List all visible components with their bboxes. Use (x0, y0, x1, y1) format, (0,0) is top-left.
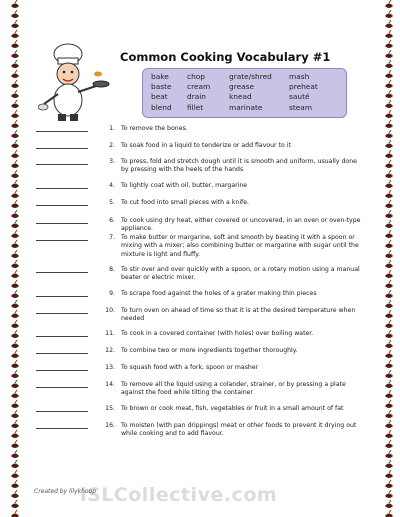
question-number: 1. (109, 125, 115, 132)
question-text: To scrape food against the holes of a grater making thin pieces (121, 290, 317, 297)
question-number: 16. (105, 422, 115, 429)
question-text: To lightly coat with oil, butter, margarine (121, 182, 248, 189)
answer-blank[interactable] (36, 411, 88, 412)
answer-blank[interactable] (36, 296, 88, 297)
question-text: To press, fold and stretch dough until it is smooth and uniform, usually done by pressing with the heels of the hands (121, 158, 357, 174)
chef-illustration (38, 42, 116, 122)
vocab-word: fillet (187, 102, 204, 112)
answer-blank[interactable] (36, 188, 88, 189)
answer-blank[interactable] (36, 240, 88, 241)
vocab-word: preheat (289, 82, 318, 92)
left-ornament-border (3, 0, 23, 517)
vocab-word: grate/shred (229, 72, 272, 81)
credit-line: Created by lilykhoop (34, 488, 97, 495)
question-number: 8. (109, 266, 115, 273)
vocab-word: blend (151, 102, 172, 112)
vocab-word: baste (151, 82, 172, 92)
answer-blank[interactable] (36, 223, 88, 224)
vocabulary-word-box (142, 68, 347, 118)
answer-blank[interactable] (36, 205, 88, 206)
answer-blank[interactable] (36, 336, 88, 337)
question-text: To soak food in a liquid to tenderize or add flavour to it (121, 142, 291, 149)
answer-blank[interactable] (36, 428, 88, 429)
question-text: To remove all the liquid using a colander, strainer, or by pressing a plate against the food while tilting the container (121, 381, 346, 397)
question-number: 11. (105, 330, 115, 337)
vocab-word: drain (187, 92, 206, 102)
worksheet-title: Common Cooking Vocabulary #1 (120, 50, 331, 64)
question-text: To cut food into small pieces with a knife. (121, 199, 249, 206)
vocab-word: steam (289, 102, 313, 112)
answer-blank[interactable] (36, 313, 88, 314)
question-number: 12. (105, 347, 115, 354)
vocab-word: sauté (289, 92, 310, 102)
question-text: To combine two or more ingredients together thoroughly. (121, 347, 298, 354)
question-number: 7. (109, 234, 115, 241)
question-text: To cook using dry heat, either covered or uncovered, in an oven or oven-type appliance. (121, 217, 361, 233)
answer-blank[interactable] (36, 370, 88, 371)
question-text: To remove the bones. (121, 125, 188, 132)
vocab-word: chop (187, 72, 205, 81)
question-number: 5. (109, 199, 115, 206)
vocab-word: knead (229, 92, 252, 102)
question-number: 2. (109, 142, 115, 149)
question-text: To squash food with a fork, spoon or masher (121, 364, 259, 371)
question-number: 3. (109, 158, 115, 165)
question-number: 15. (105, 405, 115, 412)
answer-blank[interactable] (36, 148, 88, 149)
vocab-word: grease (229, 82, 255, 92)
question-number: 6. (109, 217, 115, 224)
vocab-word: cream (187, 82, 211, 92)
question-text: To moisten (with pan drippings) meat or other foods to prevent it drying out while cooking and to add flavour. (121, 422, 357, 438)
answer-blank[interactable] (36, 353, 88, 354)
watermark: iSLCollective.com (80, 484, 278, 506)
answer-blank[interactable] (36, 272, 88, 273)
vocab-word: marinate (229, 102, 263, 112)
answer-blank[interactable] (36, 131, 88, 132)
answer-blank[interactable] (36, 387, 88, 388)
question-text: To stir over and over quickly with a spoon, or a rotary motion using a manual beater or electric mixer. (121, 266, 360, 282)
question-number: 14. (105, 381, 115, 388)
question-number: 13. (105, 364, 115, 371)
answer-blank[interactable] (36, 164, 88, 165)
vocab-word: mash (289, 72, 310, 81)
question-text: To brown or cook meat, fish, vegetables or fruit in a small amount of fat (121, 405, 344, 412)
footer (30, 486, 360, 506)
vocab-word: beat (151, 92, 168, 102)
question-number: 10. (105, 307, 115, 314)
question-number: 4. (109, 182, 115, 189)
question-number: 9. (109, 290, 115, 297)
question-text: To cook in a covered container (with holes) over boiling water. (121, 330, 314, 337)
question-text: To make butter or margarine, soft and smooth by beating it with a spoon or mixing with a mixer; also combining butter or margarine with sugar until the mixture is light and fluffy. (121, 234, 359, 258)
question-text: To turn oven on ahead of time so that it is at the desired temperature when needed (121, 307, 356, 323)
vocabulary-grid (151, 72, 337, 113)
vocab-word: bake (151, 72, 169, 81)
right-ornament-border (377, 0, 397, 517)
